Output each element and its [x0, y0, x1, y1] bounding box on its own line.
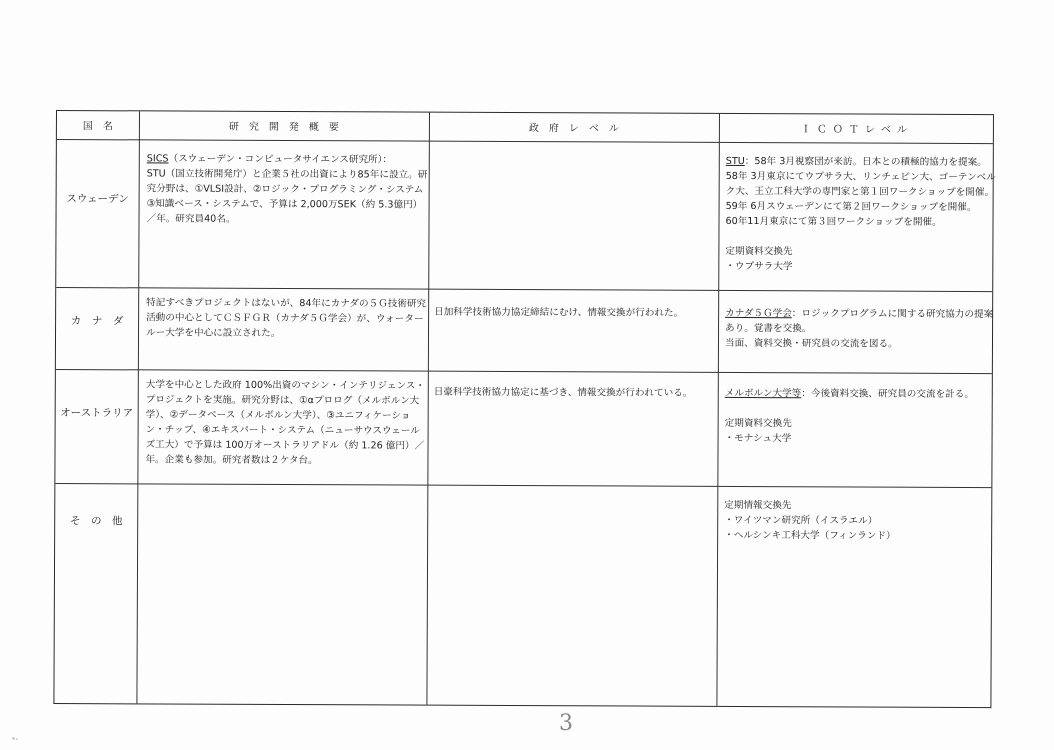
- text-line: 大学を中心とした政府 100%出資のマシン・インテリジェンス・: [145, 379, 426, 392]
- text-line: 当面、資料交換・研究員の交流を図る。: [724, 337, 898, 350]
- line-remainder: （スウェーデン・コンピュータサイエンス研究所）：: [168, 153, 393, 166]
- header-icot: ＩＣＯＴレベル: [800, 124, 913, 136]
- text-line: ／年。研究員40名。: [146, 213, 236, 225]
- text-line: ・ワイツマン研究所（イスラエル）: [724, 514, 878, 527]
- sweden-overview-cell: [146, 151, 426, 227]
- blank-line: [725, 229, 991, 245]
- country-canada: カ ナ ダ: [70, 315, 124, 328]
- underlined-organization: STU: [725, 155, 745, 168]
- text-line: 学）、②データベース（メルボルン大学）、③ユニフィケーショ: [145, 409, 411, 422]
- comparison-table: [53, 110, 994, 708]
- australia-icot-cell: [725, 386, 991, 447]
- text-line: ク大、王立工科大学の専門家と第１回ワークショップを開催。: [725, 185, 995, 199]
- country-sweden: スウェーデン: [66, 193, 129, 206]
- text-line: 定期資料交換先: [724, 417, 792, 430]
- text-line: 活動の中心としてＣＳＦＧＲ（カナダ５Ｇ学会）が、ウォーター: [146, 312, 424, 325]
- text-line: ・モナシュ大学: [724, 432, 792, 445]
- text-line: 日加科学技術協力協定締結にむけ、情報交換が行われた。: [434, 306, 684, 319]
- sweden-icot-cell: [725, 154, 996, 275]
- underlined-organization: メルボルン大学等: [724, 387, 802, 400]
- text-line: ・ウプサラ大学: [725, 260, 793, 273]
- line-remainder: ：ロジックプログラムに関する研究協力の提案: [791, 308, 994, 321]
- line-remainder: ：今後資料交換、研究員の交流を計る。: [801, 388, 974, 401]
- australia-overview-cell: [145, 377, 425, 468]
- underlined-organization: SICS: [146, 153, 169, 165]
- header-divider: [57, 139, 993, 144]
- line-remainder: ：58年 3月視察団が来訪。日本との積極的協力を提案。: [744, 156, 987, 169]
- text-line: 日豪科学技術協力協定に基づき、情報交換が行われている。: [433, 386, 693, 399]
- canada-icot-cell: [724, 306, 994, 352]
- other-icot-cell: [724, 498, 990, 544]
- text-line: ③知識ベース・システムで、予算は 2,000万SEK（約 5.3億円）: [146, 198, 423, 211]
- country-other: そ の 他: [69, 515, 123, 528]
- text-line: STU（国立技術開発庁）と企業５社の出資により85年に設立。研: [146, 168, 428, 181]
- row-divider: [55, 483, 991, 488]
- header-overview: 研 究 開 発 概 要: [228, 121, 339, 134]
- blank-line: [725, 401, 991, 417]
- country-australia: オーストラリア: [60, 407, 134, 420]
- text-line: [726, 154, 992, 170]
- text-line: 60年11月東京にて第３回ワークショップを開催。: [725, 215, 942, 228]
- underlined-organization: カナダ５Ｇ学会: [725, 307, 792, 320]
- row-divider: [56, 369, 992, 374]
- text-line: あり。覚書を交換。: [725, 322, 812, 335]
- text-line: ン・チップ、④エキスパート・システム（ニューサウスウェール: [145, 424, 420, 437]
- canada-overview-cell: [146, 295, 426, 341]
- text-line: [725, 306, 994, 322]
- canada-government-cell: [434, 305, 716, 321]
- text-line: ルー大学を中心に設立された。: [146, 327, 281, 339]
- australia-government-cell: [434, 385, 716, 401]
- text-line: 定期情報交換先: [724, 499, 792, 512]
- scan-speck: [12, 737, 15, 740]
- text-line: 59年 6月スウェーデンにて第２回ワークショップを開催。: [725, 200, 977, 214]
- text-line: 定期資料交換先: [725, 245, 793, 258]
- page-number: 3: [559, 711, 573, 736]
- text-line: [725, 386, 991, 402]
- row-divider: [56, 287, 992, 292]
- scan-speck: [16, 738, 18, 740]
- header-government: 政 府 レ ベ ル: [528, 123, 619, 135]
- column-divider: [716, 114, 720, 706]
- header-country: 国 名: [82, 121, 113, 133]
- column-divider: [426, 113, 430, 705]
- text-line: ズ工大）で予算は 100万オーストラリアドル（約 1.26 億円）／: [145, 439, 425, 452]
- text-line: ・ヘルシンキ工科大学（フィンランド）: [724, 529, 896, 542]
- text-line: 究分野は、①VLSI設計、②ロジック・プログラミング・システム: [146, 183, 424, 196]
- text-line: 年。企業も参加。研究者数は２ケタ台。: [145, 454, 318, 467]
- text-line: [147, 151, 427, 167]
- text-line: 特記すべきプロジェクトはないが、84年にカナダの５Ｇ技術研究: [146, 297, 427, 310]
- text-line: 58年 3月東京にてウプサラ大、リンチェピン大、ゴーテンベル: [725, 170, 996, 184]
- text-line: プロジェクトを実施。研究分野は、①αプロログ（メルボルン大: [145, 394, 420, 407]
